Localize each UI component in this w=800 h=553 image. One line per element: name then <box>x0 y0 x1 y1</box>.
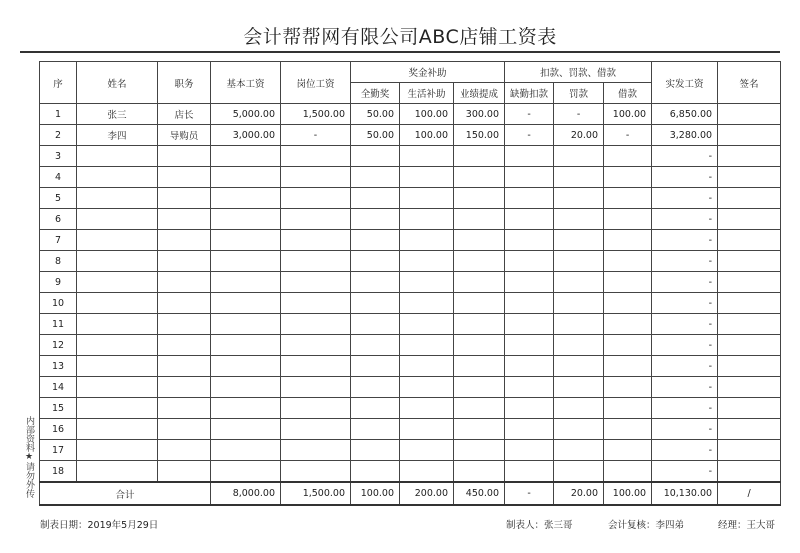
row-net-pay: - <box>652 419 718 440</box>
row-attendance-bonus <box>351 146 400 167</box>
row-performance-commission <box>454 188 505 209</box>
row-attendance-bonus: 50.00 <box>351 104 400 125</box>
row-post-salary <box>281 251 351 272</box>
row-absence-deduction <box>505 314 554 335</box>
row-seq: 7 <box>40 230 77 251</box>
row-fine <box>554 398 604 419</box>
row-seq: 5 <box>40 188 77 209</box>
row-living-allowance <box>400 440 454 461</box>
table-row <box>40 146 781 167</box>
row-seq: 11 <box>40 314 77 335</box>
row-seq: 1 <box>40 104 77 125</box>
row-position <box>158 356 211 377</box>
row-base-salary <box>211 356 281 377</box>
total-signature: / <box>718 482 781 505</box>
row-post-salary <box>281 377 351 398</box>
row-absence-deduction <box>505 398 554 419</box>
row-living-allowance <box>400 167 454 188</box>
total-net-pay: 10,130.00 <box>652 482 718 505</box>
row-base-salary <box>211 419 281 440</box>
row-net-pay: - <box>652 461 718 483</box>
row-attendance-bonus <box>351 398 400 419</box>
row-base-salary <box>211 398 281 419</box>
row-performance-commission <box>454 419 505 440</box>
row-loan <box>604 461 652 483</box>
row-seq: 12 <box>40 335 77 356</box>
row-name <box>77 314 158 335</box>
footer-reviewer: 会计复核：李四弟 <box>608 520 685 531</box>
row-signature <box>718 356 781 377</box>
header-loan: 借款 <box>604 83 652 104</box>
row-name <box>77 419 158 440</box>
row-living-allowance <box>400 377 454 398</box>
row-attendance-bonus <box>351 356 400 377</box>
row-living-allowance <box>400 230 454 251</box>
row-living-allowance: 100.00 <box>400 104 454 125</box>
row-absence-deduction <box>505 293 554 314</box>
row-living-allowance <box>400 356 454 377</box>
row-loan: 100.00 <box>604 104 652 125</box>
row-fine <box>554 230 604 251</box>
row-performance-commission <box>454 314 505 335</box>
payroll-table <box>39 61 781 506</box>
row-loan <box>604 167 652 188</box>
total-living-allowance: 200.00 <box>400 482 454 505</box>
row-position <box>158 230 211 251</box>
row-name <box>77 398 158 419</box>
row-performance-commission <box>454 293 505 314</box>
row-net-pay: - <box>652 440 718 461</box>
header-name: 姓名 <box>77 62 158 104</box>
row-attendance-bonus <box>351 461 400 483</box>
row-signature <box>718 251 781 272</box>
row-seq: 16 <box>40 419 77 440</box>
confidential-note: 内部资料★请勿外传 <box>24 416 34 498</box>
row-attendance-bonus <box>351 251 400 272</box>
table-row <box>40 209 781 230</box>
row-post-salary <box>281 419 351 440</box>
row-signature <box>718 419 781 440</box>
row-attendance-bonus <box>351 293 400 314</box>
header-position: 职务 <box>158 62 211 104</box>
row-position <box>158 419 211 440</box>
table-row <box>40 335 781 356</box>
row-post-salary <box>281 398 351 419</box>
row-attendance-bonus <box>351 440 400 461</box>
row-fine <box>554 461 604 483</box>
row-base-salary: 5,000.00 <box>211 104 281 125</box>
table-row <box>40 230 781 251</box>
row-absence-deduction <box>505 419 554 440</box>
row-loan <box>604 188 652 209</box>
row-seq: 18 <box>40 461 77 483</box>
row-net-pay: - <box>652 398 718 419</box>
table-row <box>40 398 781 419</box>
header-seq: 序 <box>40 62 77 104</box>
row-fine <box>554 209 604 230</box>
footer-date: 制表日期：2019年5月29日 <box>40 520 159 531</box>
row-post-salary <box>281 188 351 209</box>
row-loan <box>604 293 652 314</box>
row-name: 张三 <box>77 104 158 125</box>
totals-row <box>40 482 781 505</box>
row-living-allowance <box>400 314 454 335</box>
row-absence-deduction: - <box>505 104 554 125</box>
header-attendance-bonus: 全勤奖 <box>351 83 400 104</box>
row-absence-deduction: - <box>505 125 554 146</box>
row-net-pay: - <box>652 377 718 398</box>
row-net-pay: 3,280.00 <box>652 125 718 146</box>
row-seq: 9 <box>40 272 77 293</box>
row-loan <box>604 398 652 419</box>
row-performance-commission: 150.00 <box>454 125 505 146</box>
row-loan: - <box>604 125 652 146</box>
row-post-salary <box>281 272 351 293</box>
row-post-salary <box>281 314 351 335</box>
row-post-salary <box>281 167 351 188</box>
row-seq: 8 <box>40 251 77 272</box>
row-name <box>77 230 158 251</box>
row-performance-commission <box>454 461 505 483</box>
row-position <box>158 251 211 272</box>
row-post-salary <box>281 230 351 251</box>
header-row-1 <box>40 62 781 83</box>
row-living-allowance <box>400 461 454 483</box>
table-row <box>40 461 781 483</box>
row-post-salary <box>281 440 351 461</box>
row-performance-commission <box>454 146 505 167</box>
row-position <box>158 293 211 314</box>
totals-label: 合计 <box>40 482 211 505</box>
row-signature <box>718 125 781 146</box>
row-post-salary <box>281 293 351 314</box>
total-attendance-bonus: 100.00 <box>351 482 400 505</box>
table-row <box>40 251 781 272</box>
row-name <box>77 356 158 377</box>
row-seq: 10 <box>40 293 77 314</box>
row-absence-deduction <box>505 251 554 272</box>
header-deduction-group: 扣款、罚款、借款 <box>505 62 652 83</box>
row-signature <box>718 377 781 398</box>
row-name <box>77 209 158 230</box>
row-name <box>77 167 158 188</box>
row-base-salary <box>211 251 281 272</box>
sheet-title: 会计帮帮网有限公司ABC店铺工资表 <box>243 26 557 48</box>
row-signature <box>718 230 781 251</box>
row-fine <box>554 335 604 356</box>
row-fine <box>554 167 604 188</box>
row-loan <box>604 251 652 272</box>
row-loan <box>604 272 652 293</box>
row-name <box>77 146 158 167</box>
table-row <box>40 293 781 314</box>
row-living-allowance <box>400 419 454 440</box>
row-signature <box>718 146 781 167</box>
total-post-salary: 1,500.00 <box>281 482 351 505</box>
row-base-salary <box>211 335 281 356</box>
row-position <box>158 398 211 419</box>
header-post-salary: 岗位工资 <box>281 62 351 104</box>
row-base-salary <box>211 167 281 188</box>
row-position <box>158 377 211 398</box>
header-bonus-group: 奖金补助 <box>351 62 505 83</box>
row-net-pay: - <box>652 230 718 251</box>
total-performance-commission: 450.00 <box>454 482 505 505</box>
row-seq: 2 <box>40 125 77 146</box>
row-base-salary <box>211 293 281 314</box>
total-fine: 20.00 <box>554 482 604 505</box>
row-performance-commission <box>454 398 505 419</box>
row-name <box>77 461 158 483</box>
row-net-pay: - <box>652 188 718 209</box>
row-signature <box>718 335 781 356</box>
row-base-salary: 3,000.00 <box>211 125 281 146</box>
row-living-allowance <box>400 272 454 293</box>
row-name <box>77 293 158 314</box>
row-net-pay: - <box>652 272 718 293</box>
row-net-pay: - <box>652 251 718 272</box>
row-name <box>77 377 158 398</box>
table-row <box>40 188 781 209</box>
row-fine <box>554 251 604 272</box>
row-position <box>158 272 211 293</box>
row-living-allowance <box>400 398 454 419</box>
row-position <box>158 188 211 209</box>
row-attendance-bonus <box>351 188 400 209</box>
row-signature <box>718 167 781 188</box>
row-performance-commission <box>454 230 505 251</box>
row-seq: 14 <box>40 377 77 398</box>
row-performance-commission <box>454 209 505 230</box>
row-performance-commission: 300.00 <box>454 104 505 125</box>
row-living-allowance <box>400 146 454 167</box>
header-base-salary: 基本工资 <box>211 62 281 104</box>
row-signature <box>718 398 781 419</box>
row-seq: 4 <box>40 167 77 188</box>
row-fine <box>554 272 604 293</box>
row-position <box>158 167 211 188</box>
row-absence-deduction <box>505 230 554 251</box>
table-row <box>40 314 781 335</box>
row-living-allowance: 100.00 <box>400 125 454 146</box>
row-net-pay: - <box>652 335 718 356</box>
row-net-pay: - <box>652 209 718 230</box>
header-signature: 签名 <box>718 62 781 104</box>
header-performance-commission: 业绩提成 <box>454 83 505 104</box>
row-post-salary <box>281 356 351 377</box>
header-net-pay: 实发工资 <box>652 62 718 104</box>
row-net-pay: - <box>652 356 718 377</box>
row-living-allowance <box>400 293 454 314</box>
row-position <box>158 335 211 356</box>
row-net-pay: - <box>652 293 718 314</box>
row-absence-deduction <box>505 461 554 483</box>
row-absence-deduction <box>505 146 554 167</box>
row-performance-commission <box>454 440 505 461</box>
row-position: 导购员 <box>158 125 211 146</box>
row-attendance-bonus <box>351 335 400 356</box>
row-absence-deduction <box>505 356 554 377</box>
row-fine <box>554 440 604 461</box>
table-row <box>40 419 781 440</box>
row-performance-commission <box>454 167 505 188</box>
row-name <box>77 188 158 209</box>
row-fine <box>554 314 604 335</box>
row-net-pay: - <box>652 314 718 335</box>
row-position <box>158 146 211 167</box>
row-position <box>158 314 211 335</box>
row-seq: 3 <box>40 146 77 167</box>
row-absence-deduction <box>505 188 554 209</box>
row-signature <box>718 461 781 483</box>
row-name <box>77 335 158 356</box>
title-underline <box>20 51 780 53</box>
row-name: 李四 <box>77 125 158 146</box>
row-loan <box>604 335 652 356</box>
row-net-pay: - <box>652 167 718 188</box>
row-name <box>77 440 158 461</box>
row-name <box>77 272 158 293</box>
table-row <box>40 356 781 377</box>
row-seq: 15 <box>40 398 77 419</box>
row-absence-deduction <box>505 272 554 293</box>
row-loan <box>604 314 652 335</box>
row-base-salary <box>211 377 281 398</box>
row-absence-deduction <box>505 209 554 230</box>
footer-preparer: 制表人：张三哥 <box>506 520 573 531</box>
row-net-pay: 6,850.00 <box>652 104 718 125</box>
row-fine <box>554 188 604 209</box>
row-post-salary <box>281 461 351 483</box>
table-body <box>40 104 781 483</box>
row-fine <box>554 146 604 167</box>
table-row <box>40 167 781 188</box>
row-seq: 13 <box>40 356 77 377</box>
header-absence-deduction: 缺勤扣款 <box>505 83 554 104</box>
row-fine <box>554 419 604 440</box>
row-attendance-bonus <box>351 272 400 293</box>
row-loan <box>604 230 652 251</box>
total-loan: 100.00 <box>604 482 652 505</box>
footer-manager: 经理：王大哥 <box>718 520 776 531</box>
row-attendance-bonus <box>351 167 400 188</box>
header-fine: 罚款 <box>554 83 604 104</box>
table-row <box>40 125 781 146</box>
row-performance-commission <box>454 272 505 293</box>
row-signature <box>718 293 781 314</box>
row-position: 店长 <box>158 104 211 125</box>
row-position <box>158 440 211 461</box>
row-attendance-bonus <box>351 314 400 335</box>
table-row <box>40 272 781 293</box>
row-attendance-bonus <box>351 419 400 440</box>
row-attendance-bonus <box>351 209 400 230</box>
row-base-salary <box>211 272 281 293</box>
row-signature <box>718 104 781 125</box>
table-row <box>40 104 781 125</box>
row-absence-deduction <box>505 335 554 356</box>
row-fine: 20.00 <box>554 125 604 146</box>
row-living-allowance <box>400 335 454 356</box>
row-base-salary <box>211 209 281 230</box>
row-attendance-bonus: 50.00 <box>351 125 400 146</box>
row-fine: - <box>554 104 604 125</box>
row-fine <box>554 293 604 314</box>
row-performance-commission <box>454 335 505 356</box>
row-loan <box>604 146 652 167</box>
row-position <box>158 209 211 230</box>
row-performance-commission <box>454 356 505 377</box>
row-base-salary <box>211 440 281 461</box>
row-seq: 6 <box>40 209 77 230</box>
row-signature <box>718 188 781 209</box>
row-living-allowance <box>400 188 454 209</box>
row-fine <box>554 356 604 377</box>
row-absence-deduction <box>505 167 554 188</box>
row-absence-deduction <box>505 440 554 461</box>
row-net-pay: - <box>652 146 718 167</box>
total-absence-deduction: - <box>505 482 554 505</box>
header-living-allowance: 生活补助 <box>400 83 454 104</box>
row-signature <box>718 314 781 335</box>
row-signature <box>718 272 781 293</box>
row-base-salary <box>211 461 281 483</box>
row-performance-commission <box>454 377 505 398</box>
row-fine <box>554 377 604 398</box>
row-living-allowance <box>400 251 454 272</box>
row-absence-deduction <box>505 377 554 398</box>
row-post-salary: - <box>281 125 351 146</box>
table-row <box>40 440 781 461</box>
row-loan <box>604 377 652 398</box>
row-performance-commission <box>454 251 505 272</box>
row-living-allowance <box>400 209 454 230</box>
row-loan <box>604 419 652 440</box>
row-name <box>77 251 158 272</box>
total-base-salary: 8,000.00 <box>211 482 281 505</box>
row-loan <box>604 440 652 461</box>
row-post-salary <box>281 146 351 167</box>
row-loan <box>604 356 652 377</box>
row-position <box>158 461 211 483</box>
table-row <box>40 377 781 398</box>
row-post-salary <box>281 335 351 356</box>
row-post-salary <box>281 209 351 230</box>
row-attendance-bonus <box>351 230 400 251</box>
row-base-salary <box>211 314 281 335</box>
row-base-salary <box>211 188 281 209</box>
row-attendance-bonus <box>351 377 400 398</box>
row-loan <box>604 209 652 230</box>
row-signature <box>718 440 781 461</box>
row-signature <box>718 209 781 230</box>
row-post-salary: 1,500.00 <box>281 104 351 125</box>
row-base-salary <box>211 146 281 167</box>
row-base-salary <box>211 230 281 251</box>
row-seq: 17 <box>40 440 77 461</box>
